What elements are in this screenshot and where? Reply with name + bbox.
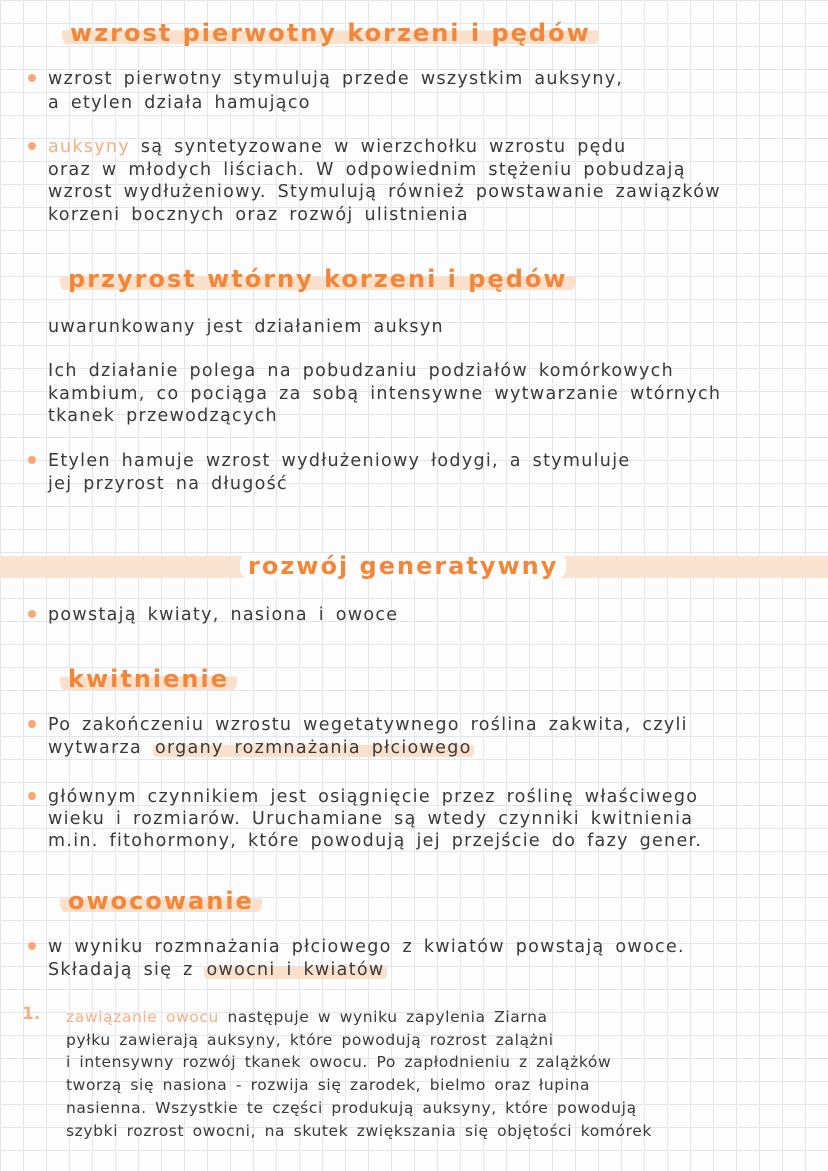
section-heading-flowering: kwitnienie bbox=[60, 666, 237, 692]
text-fragment: są syntetyzowane w wierzchołku wzrostu pędu bbox=[129, 137, 627, 157]
text-line: oraz w młodych liściach. W odpowiednim stężeniu pobudzają bbox=[48, 160, 686, 180]
text-line: wieku i rozmiarów. Uruchamiane są wtedy czynniki kwitnienia bbox=[48, 809, 694, 829]
text-line: powstają kwiaty, nasiona i owoce bbox=[48, 605, 399, 625]
highlight-term: organy rozmnażania płciowego bbox=[154, 738, 472, 758]
text-line: w wyniku rozmnażania płciowego z kwiatów powstają owoce. bbox=[48, 937, 685, 957]
text-line: uwarunkowany jest działaniem auksyn bbox=[48, 317, 444, 337]
text-line bbox=[48, 737, 474, 759]
text-line: a etylen działa hamująco bbox=[48, 93, 311, 113]
term-fruit-set: zawiązanie owocu bbox=[66, 1008, 219, 1026]
section-heading-generative: rozwój generatywny bbox=[240, 553, 566, 579]
text-line: i intensywny rozwój tkanek owocu. Po zapłodnieniu z zalążków bbox=[66, 1053, 612, 1071]
text-line bbox=[48, 136, 626, 158]
text-line: kambium, co pociąga za sobą intensywne wytwarzanie wtórnych bbox=[48, 384, 722, 404]
bullet-icon bbox=[28, 942, 36, 950]
text-fragment: Składają się z bbox=[48, 960, 205, 980]
bullet-icon bbox=[28, 74, 36, 82]
highlight-term: owocni i kwiatów bbox=[206, 960, 385, 980]
text-fragment: następuje w wyniku zapylenia Ziarna bbox=[218, 1008, 548, 1026]
list-number: 1. bbox=[22, 1004, 41, 1024]
text-fragment: wytwarza bbox=[48, 738, 153, 758]
bullet-icon bbox=[28, 456, 36, 464]
text-line: tworzą się nasiona - rozwija się zarodek, bielmo oraz łupina bbox=[66, 1076, 591, 1094]
text-line: m.in. fitohormony, które powodują jej przejście do fazy gener. bbox=[48, 831, 703, 851]
text-line bbox=[48, 959, 387, 981]
text-line: nasienna. Wszystkie te części produkują auksyny, które powodują bbox=[66, 1099, 637, 1117]
text-line: Ich działanie polega na pobudzaniu podziałów komórkowych bbox=[48, 361, 674, 381]
text-line bbox=[66, 1006, 548, 1029]
bullet-icon bbox=[28, 142, 36, 150]
section-heading-fruiting: owocowanie bbox=[60, 888, 262, 914]
section-heading-primary-growth: wzrost pierwotny korzeni i pędów bbox=[62, 20, 599, 46]
text-line: szybki rozrost owocni, na skutek zwiększania się objętości komórek bbox=[66, 1122, 652, 1140]
text-line: głównym czynnikiem jest osiągnięcie przez roślinę właściwego bbox=[48, 787, 699, 807]
text-line: Etylen hamuje wzrost wydłużeniowy łodygi, a stymuluje bbox=[48, 451, 631, 471]
term-auksyny: auksyny bbox=[48, 137, 130, 157]
text-line: tkanek przewodzących bbox=[48, 406, 278, 426]
text-line: wzrost pierwotny stymulują przede wszystkim auksyny, bbox=[48, 69, 624, 89]
text-line: wzrost wydłużeniowy. Stymulują również powstawanie zawiązków bbox=[48, 182, 721, 202]
text-line: jej przyrost na długość bbox=[48, 474, 288, 494]
bullet-icon bbox=[28, 792, 36, 800]
text-line: Po zakończeniu wzrostu wegetatywnego roślina zakwita, czyli bbox=[48, 715, 688, 735]
text-line: pyłku zawierają auksyny, które powodują rozrost zalążni bbox=[66, 1031, 554, 1049]
section-heading-secondary-growth: przyrost wtórny korzeni i pędów bbox=[60, 266, 576, 292]
text-line: korzeni bocznych oraz rozwój ulistnienia bbox=[48, 205, 469, 225]
bullet-icon bbox=[28, 610, 36, 618]
bullet-icon bbox=[28, 720, 36, 728]
